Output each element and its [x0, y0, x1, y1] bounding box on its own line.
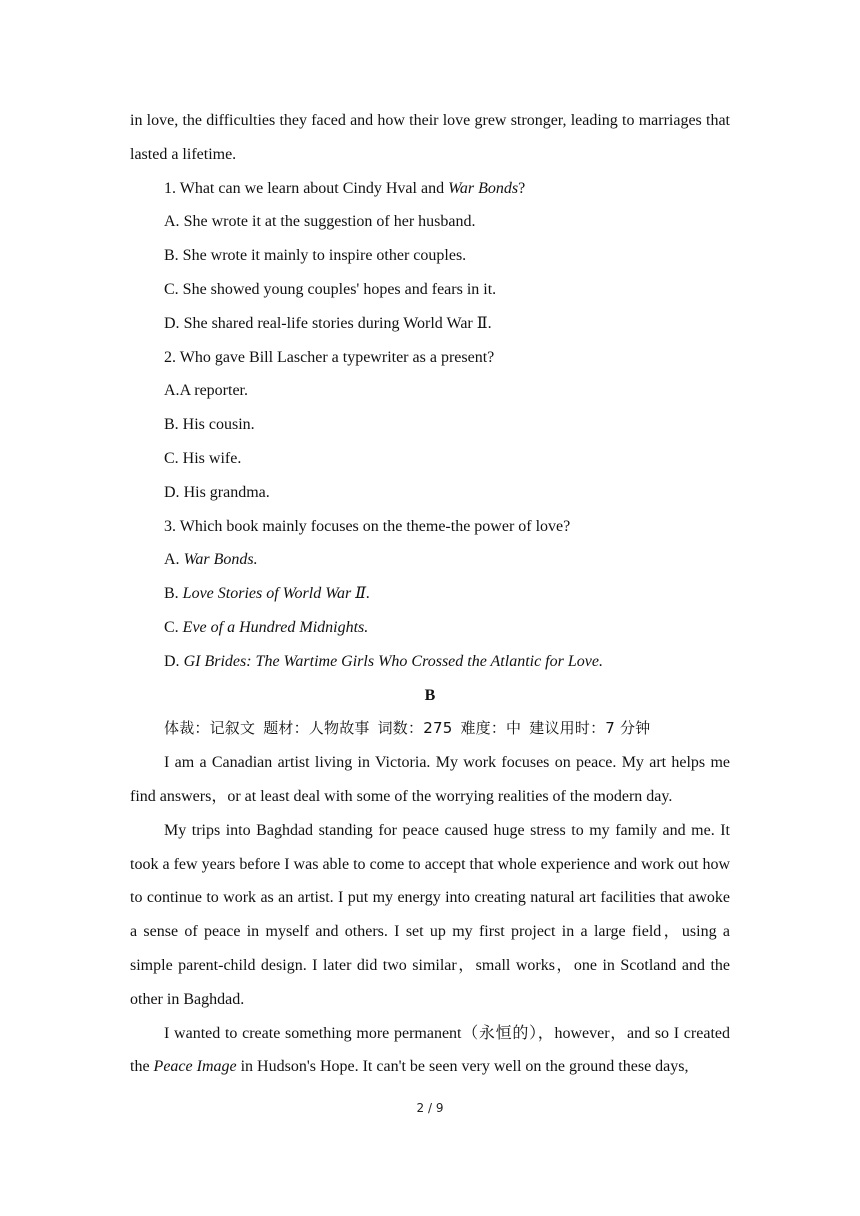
option-text: His grandma.	[183, 483, 270, 501]
option-letter: D.	[164, 483, 184, 501]
option-text: His wife.	[182, 449, 242, 467]
question-1	[130, 172, 730, 206]
question-3-option-c	[130, 611, 730, 645]
option-letter: C.	[164, 618, 183, 636]
question-1-suffix: ?	[518, 179, 526, 197]
option-text: She wrote it at the suggestion of her husband.	[183, 213, 476, 231]
question-3: 3. Which book mainly focuses on the theme-the power of love?	[164, 517, 571, 535]
question-3-option-a	[130, 543, 730, 577]
option-book-title: War Bonds.	[183, 551, 258, 569]
question-2-option-d	[130, 476, 730, 510]
word-count-label: 词数：275	[377, 719, 453, 738]
passage-paragraph-1: I am a Canadian artist living in Victoria. My work focuses on peace. My art helps me find answers，or at least deal with some of the worrying realities of the modern day.	[130, 754, 730, 805]
option-letter: D.	[164, 314, 184, 332]
question-1-prefix: 1. What can we learn about Cindy Hval and	[164, 179, 449, 197]
question-1-book-title: War Bonds	[448, 179, 519, 197]
question-1-option-d	[130, 307, 730, 341]
option-letter: B.	[164, 247, 183, 265]
question-1-option-c	[130, 273, 730, 307]
option-letter: C.	[164, 449, 183, 467]
difficulty-label: 难度：中	[460, 719, 522, 738]
suggested-time-label: 建议用时：7 分钟	[529, 719, 651, 738]
question-1-option-a	[130, 205, 730, 239]
option-text: A reporter.	[179, 382, 248, 400]
genre-label: 体裁：记叙文	[164, 719, 256, 738]
topic-label: 题材：人物故事	[263, 719, 370, 738]
question-3-option-d	[130, 645, 730, 679]
option-text: She wrote it mainly to inspire other couples.	[182, 247, 467, 265]
question-2-option-a	[130, 374, 730, 408]
continuation-paragraph: in love, the difficulties they faced and how their love grew stronger, leading to marriages that lasted a lifetime.	[130, 112, 730, 163]
option-book-title: GI Brides: The Wartime Girls Who Crossed the Atlantic for Love.	[183, 652, 603, 670]
option-letter: A.	[164, 551, 184, 569]
option-letter: B.	[164, 416, 183, 434]
question-2-option-c	[130, 442, 730, 476]
option-letter: A.	[164, 213, 184, 231]
option-letter: C.	[164, 280, 183, 298]
paragraph-text: I wanted to create something more permanent（永恒的），however，and so I created the	[130, 1024, 730, 1076]
option-letter: B.	[164, 585, 183, 603]
option-book-title: Love Stories of World War Ⅱ.	[182, 585, 371, 603]
option-text: His cousin.	[182, 416, 255, 434]
option-text: She showed young couples' hopes and fears in it.	[182, 280, 497, 298]
page-number: 2 / 9	[416, 1101, 444, 1115]
question-2: 2. Who gave Bill Lascher a typewriter as a present?	[164, 348, 495, 366]
paragraph-text: in Hudson's Hope. It can't be seen very well on the ground these days,	[236, 1058, 689, 1076]
passage-paragraph-2: My trips into Baghdad standing for peace caused huge stress to my family and me. It took a few years before I was able to come to accept that whole experience and work out how to continue to work as an artist. I put my energy into creating natural art facilities that awoke a sense of peace in myself and others. I set up my first project in a large field，using a simple parent-child design. I later did two similar，small works，one in Scotland and the other in Baghdad.	[130, 821, 730, 1008]
option-book-title: Eve of a Hundred Midnights.	[182, 618, 369, 636]
passage-info-line	[130, 712, 730, 746]
artwork-title: Peace Image	[153, 1058, 237, 1076]
question-2-option-b	[130, 408, 730, 442]
page-content	[130, 104, 730, 1084]
option-letter: A.	[164, 382, 180, 400]
option-letter: D.	[164, 652, 184, 670]
question-1-option-b	[130, 239, 730, 273]
passage-paragraph-3	[130, 1017, 730, 1085]
question-3-option-b	[130, 577, 730, 611]
section-heading: B	[424, 686, 436, 704]
option-text: She shared real-life stories during World War Ⅱ.	[183, 314, 492, 332]
